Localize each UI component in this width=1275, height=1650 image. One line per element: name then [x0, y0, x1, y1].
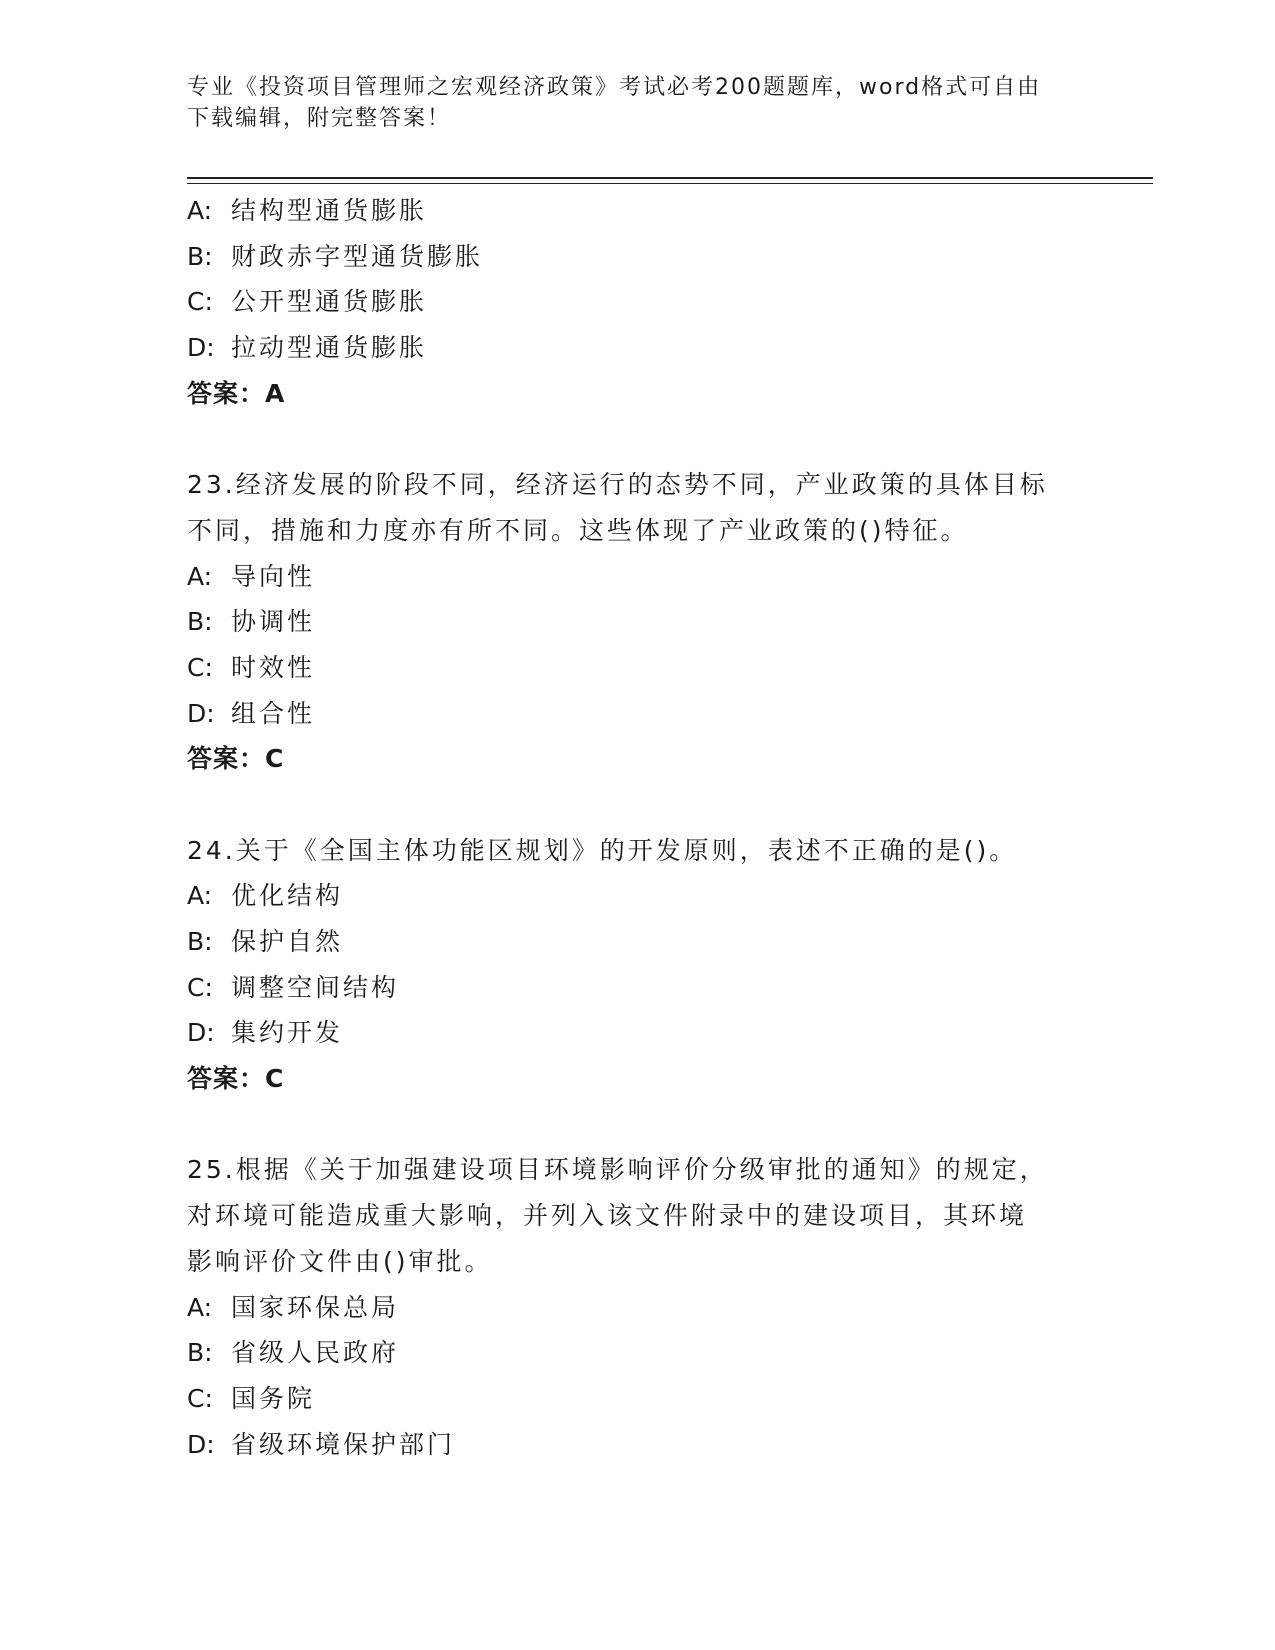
option-letter: B: [187, 241, 213, 271]
option-b [187, 1330, 1107, 1376]
option-d [187, 691, 1107, 737]
option-a [187, 1285, 1107, 1331]
option-b [187, 234, 1107, 280]
option-a [187, 188, 1107, 234]
question-25 [187, 1147, 1107, 1467]
option-text: 财政赤字型通货膨胀 [231, 241, 484, 271]
option-letter: B: [187, 607, 213, 637]
option-letter: A: [187, 196, 213, 225]
option-letter: A: [187, 881, 213, 911]
question-text-line: 对环境可能造成重大影响，并列入该文件附录中的建设项目，其环境 [187, 1201, 1028, 1231]
header-rule-thin [187, 183, 1153, 184]
option-a [187, 873, 1107, 919]
option-text: 时效性 [231, 652, 316, 682]
option-b [187, 599, 1107, 645]
option-c [187, 279, 1107, 325]
option-text: 结构型通货膨胀 [231, 196, 428, 225]
option-a [187, 554, 1107, 600]
question-24 [187, 828, 1107, 1102]
option-letter: D: [187, 1429, 215, 1459]
option-d [187, 1010, 1107, 1056]
option-text: 调整空间结构 [231, 972, 400, 1002]
question-spacer [187, 782, 1107, 828]
answer-line: 答案：A [187, 378, 286, 408]
option-text: 国务院 [231, 1383, 316, 1413]
option-letter: D: [187, 1018, 215, 1048]
question-text-line: 23.经济发展的阶段不同，经济运行的态势不同，产业政策的具体目标 [187, 470, 1048, 500]
option-text: 公开型通货膨胀 [231, 287, 428, 317]
option-letter: C: [187, 972, 213, 1002]
answer-line: 答案：C [187, 744, 285, 774]
option-text: 集约开发 [231, 1018, 344, 1048]
answer-line: 答案：C [187, 1064, 285, 1094]
question-text-line: 25.根据《关于加强建设项目环境影响评价分级审批的通知》的规定， [187, 1155, 1048, 1185]
question-22 [187, 188, 1107, 416]
option-c [187, 645, 1107, 691]
question-text-line: 不同，措施和力度亦有所不同。这些体现了产业政策的()特征。 [187, 515, 969, 545]
option-c [187, 965, 1107, 1011]
header-line-2: 下载编辑，附完整答案！ [187, 106, 452, 131]
option-letter: C: [187, 1383, 213, 1413]
option-letter: C: [187, 652, 213, 682]
option-letter: B: [187, 1338, 213, 1368]
option-letter: D: [187, 698, 215, 728]
document-header [187, 72, 1087, 134]
option-text: 国家环保总局 [231, 1292, 400, 1322]
option-d [187, 1422, 1107, 1468]
option-letter: B: [187, 927, 213, 956]
option-text: 导向性 [231, 561, 316, 591]
option-letter: A: [187, 1292, 213, 1322]
option-text: 拉动型通货膨胀 [231, 333, 428, 363]
question-23 [187, 462, 1107, 782]
header-rule-thick [187, 177, 1153, 179]
option-text: 组合性 [231, 698, 316, 728]
question-spacer [187, 416, 1107, 462]
option-text: 协调性 [231, 607, 316, 637]
option-b [187, 919, 1107, 965]
option-letter: C: [187, 287, 213, 317]
question-content [187, 188, 1107, 1467]
option-letter: D: [187, 333, 215, 363]
option-c [187, 1376, 1107, 1422]
option-text: 优化结构 [231, 881, 344, 911]
question-text-line: 24.关于《全国主体功能区规划》的开发原则，表述不正确的是()。 [187, 835, 1018, 865]
option-d [187, 325, 1107, 371]
question-text-line: 影响评价文件由()审批。 [187, 1246, 493, 1276]
option-text: 保护自然 [231, 927, 344, 956]
option-letter: A: [187, 561, 213, 591]
option-text: 省级环境保护部门 [231, 1429, 456, 1459]
option-text: 省级人民政府 [231, 1338, 400, 1368]
question-spacer [187, 1102, 1107, 1148]
header-line-1: 专业《投资项目管理师之宏观经济政策》考试必考200题题库，word格式可自由 [187, 75, 1042, 100]
